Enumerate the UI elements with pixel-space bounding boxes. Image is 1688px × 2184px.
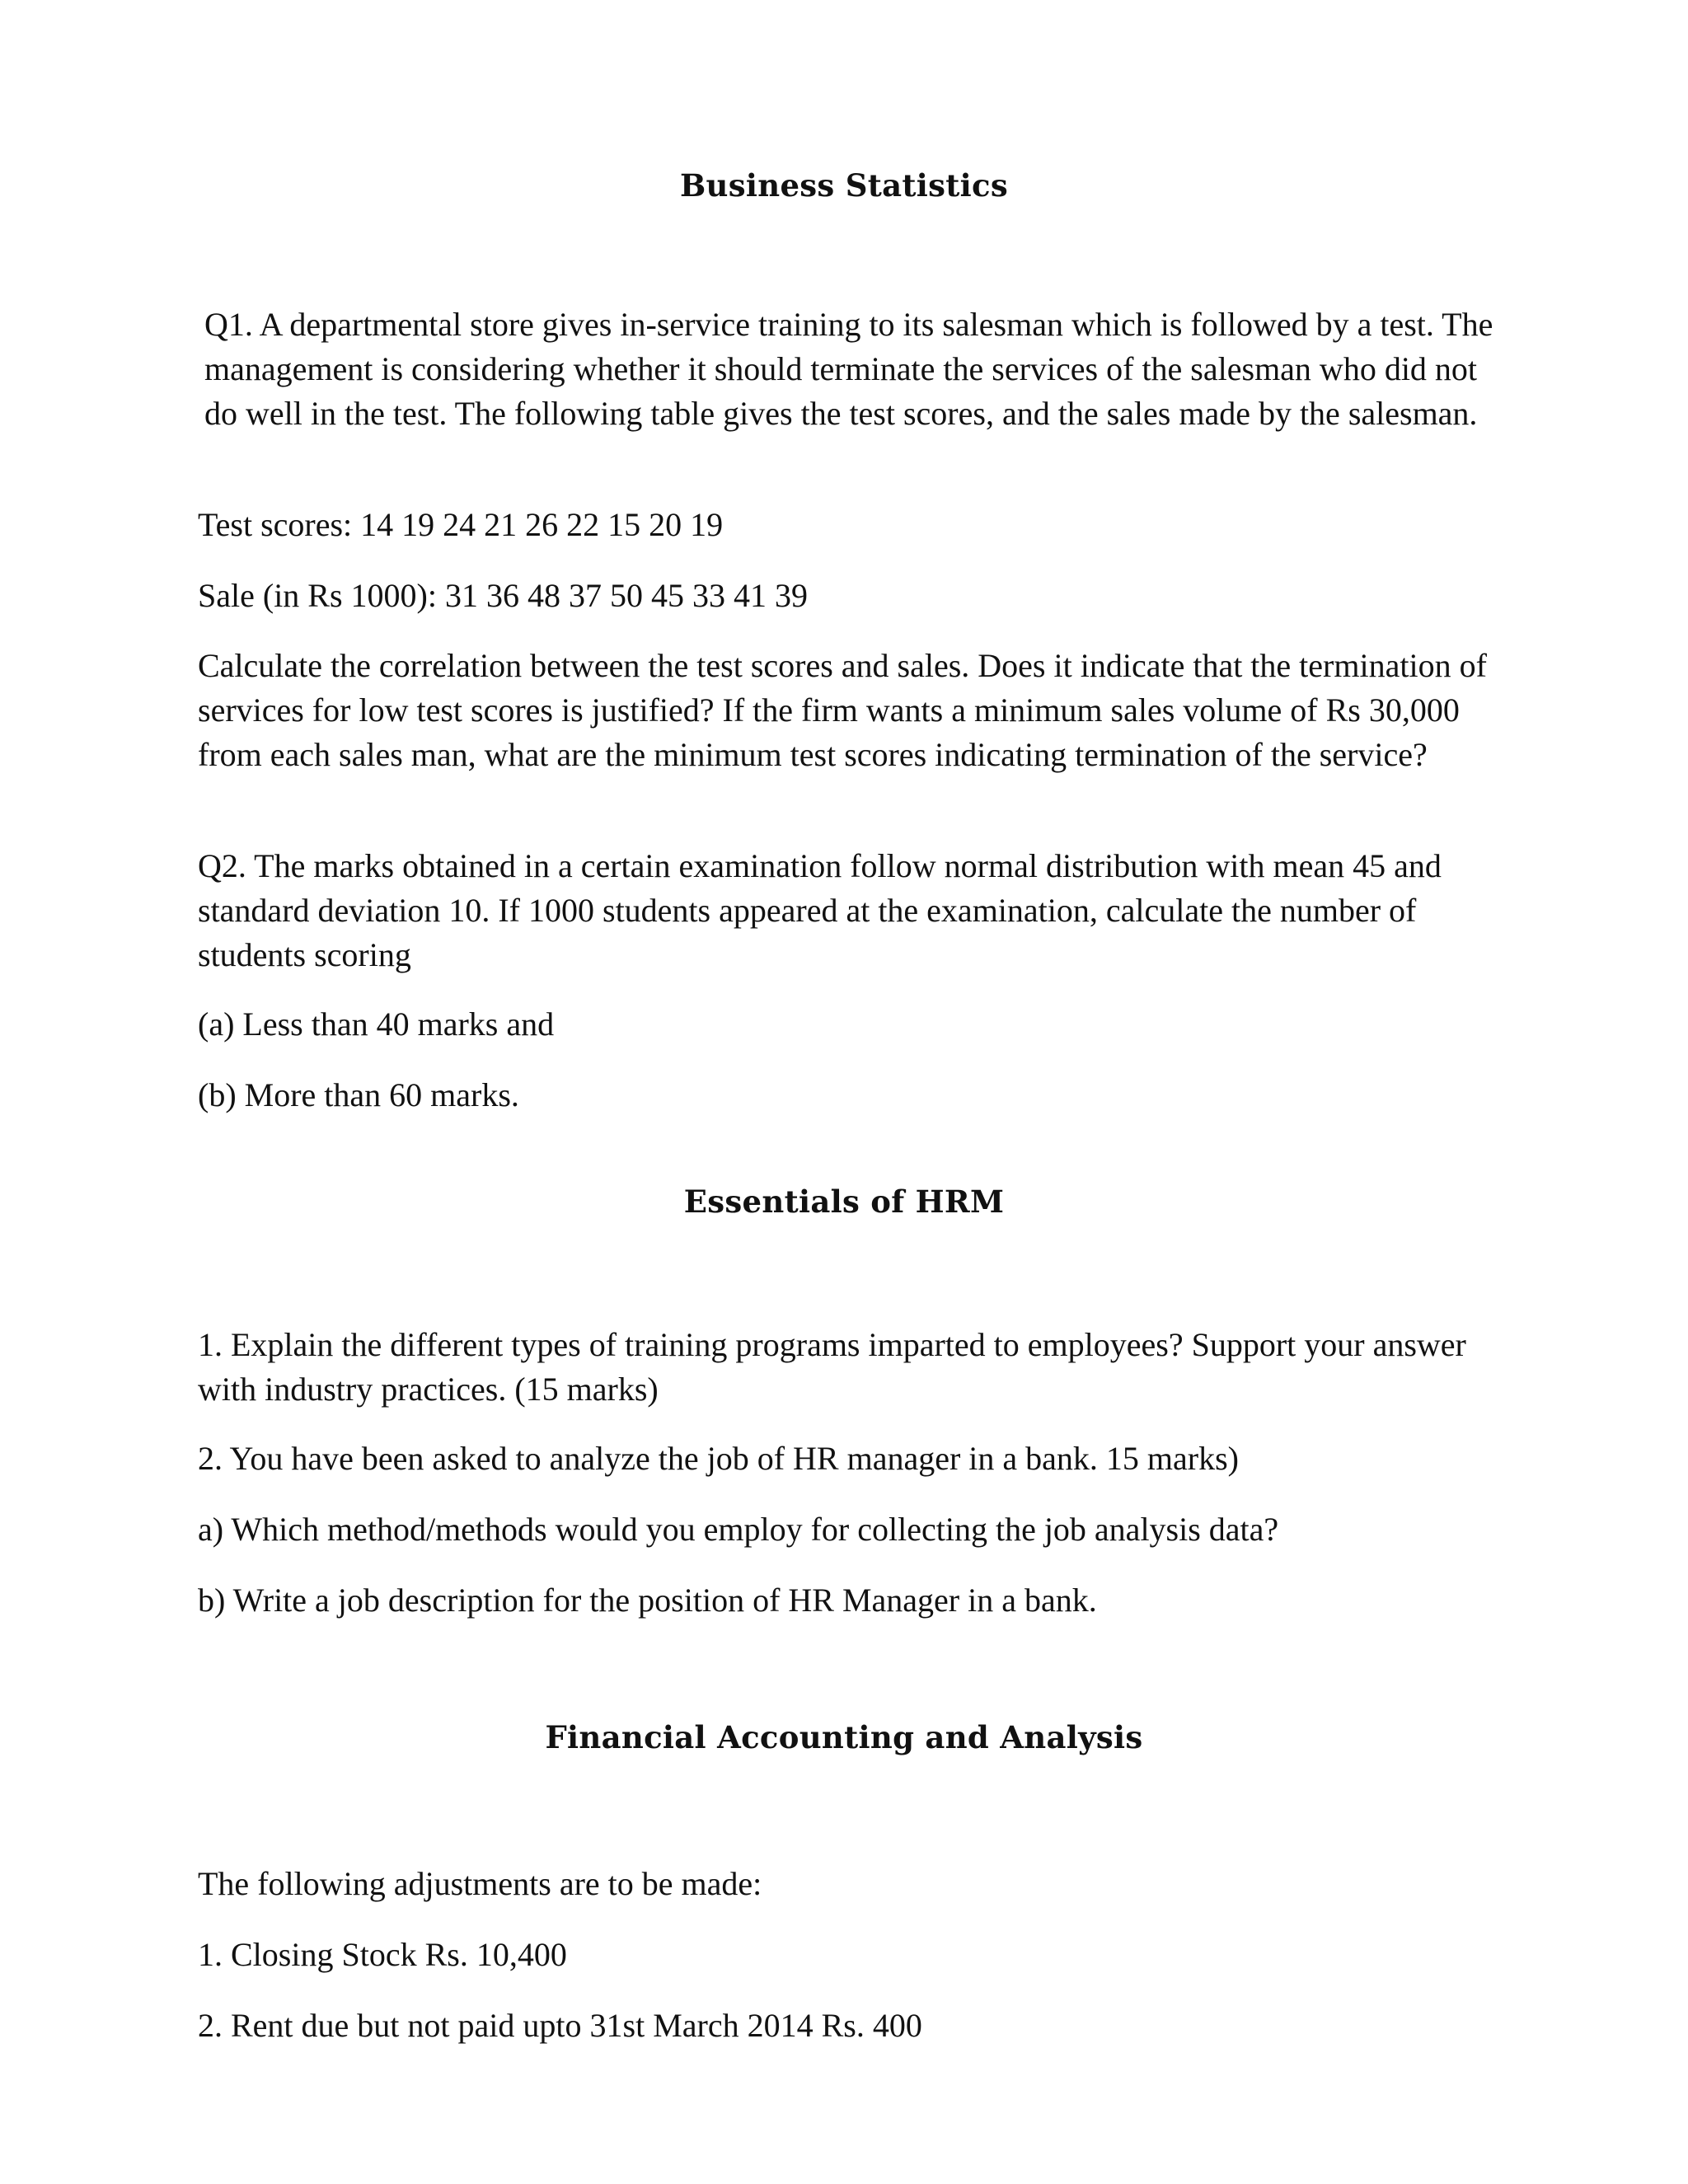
section-title-hrm: Essentials of HRM — [683, 1183, 1005, 1220]
q2-text: Q2. The marks obtained in a certain examination follow normal distribution with mean 45 and standard deviation 10. If 1000 students appeared at the examination, calculate the number of students scoring — [198, 847, 1442, 973]
q2-part-a: (a) Less than 40 marks and — [198, 1005, 555, 1043]
hrm-q2b: b) Write a job description for the position of HR Manager in a bank. — [198, 1582, 1097, 1619]
q1-test-scores: Test scores: 14 19 24 21 26 22 15 20 19 — [198, 506, 724, 543]
hrm-q1: 1. Explain the different types of training programs imparted to employees? Support your answer with industry practices. (15 marks) — [198, 1326, 1466, 1408]
section-title-business-statistics: Business Statistics — [679, 167, 1008, 204]
q2-part-b: (b) More than 60 marks. — [198, 1076, 519, 1113]
hrm-q2: 2. You have been asked to analyze the job of HR manager in a bank. 15 marks) — [198, 1440, 1239, 1477]
accounting-item-2: 2. Rent due but not paid upto 31st March 2014 Rs. 400 — [198, 2007, 922, 2044]
q1-sales: Sale (in Rs 1000): 31 36 48 37 50 45 33 41 39 — [198, 577, 808, 614]
hrm-q2a: a) Which method/methods would you employ for collecting the job analysis data? — [198, 1511, 1279, 1548]
section-title-accounting: Financial Accounting and Analysis — [545, 1719, 1143, 1755]
accounting-intro: The following adjustments are to be made: — [198, 1865, 762, 1902]
q1-text: Q1. A departmental store gives in-service training to its salesman which is followed by a test. The management is considering whether it should terminate the services of the salesman who did not do well in the test. The following table gives the test scores, and the sales made by the salesman. — [204, 306, 1493, 432]
q1-question: Calculate the correlation between the test scores and sales. Does it indicate that the termination of services for low test scores is justified? If the firm wants a minimum sales volume of Rs 30,000 from each sales man, what are the minimum test scores indicating termination of the service? — [198, 647, 1487, 773]
accounting-item-1: 1. Closing Stock Rs. 10,400 — [198, 1936, 567, 1973]
